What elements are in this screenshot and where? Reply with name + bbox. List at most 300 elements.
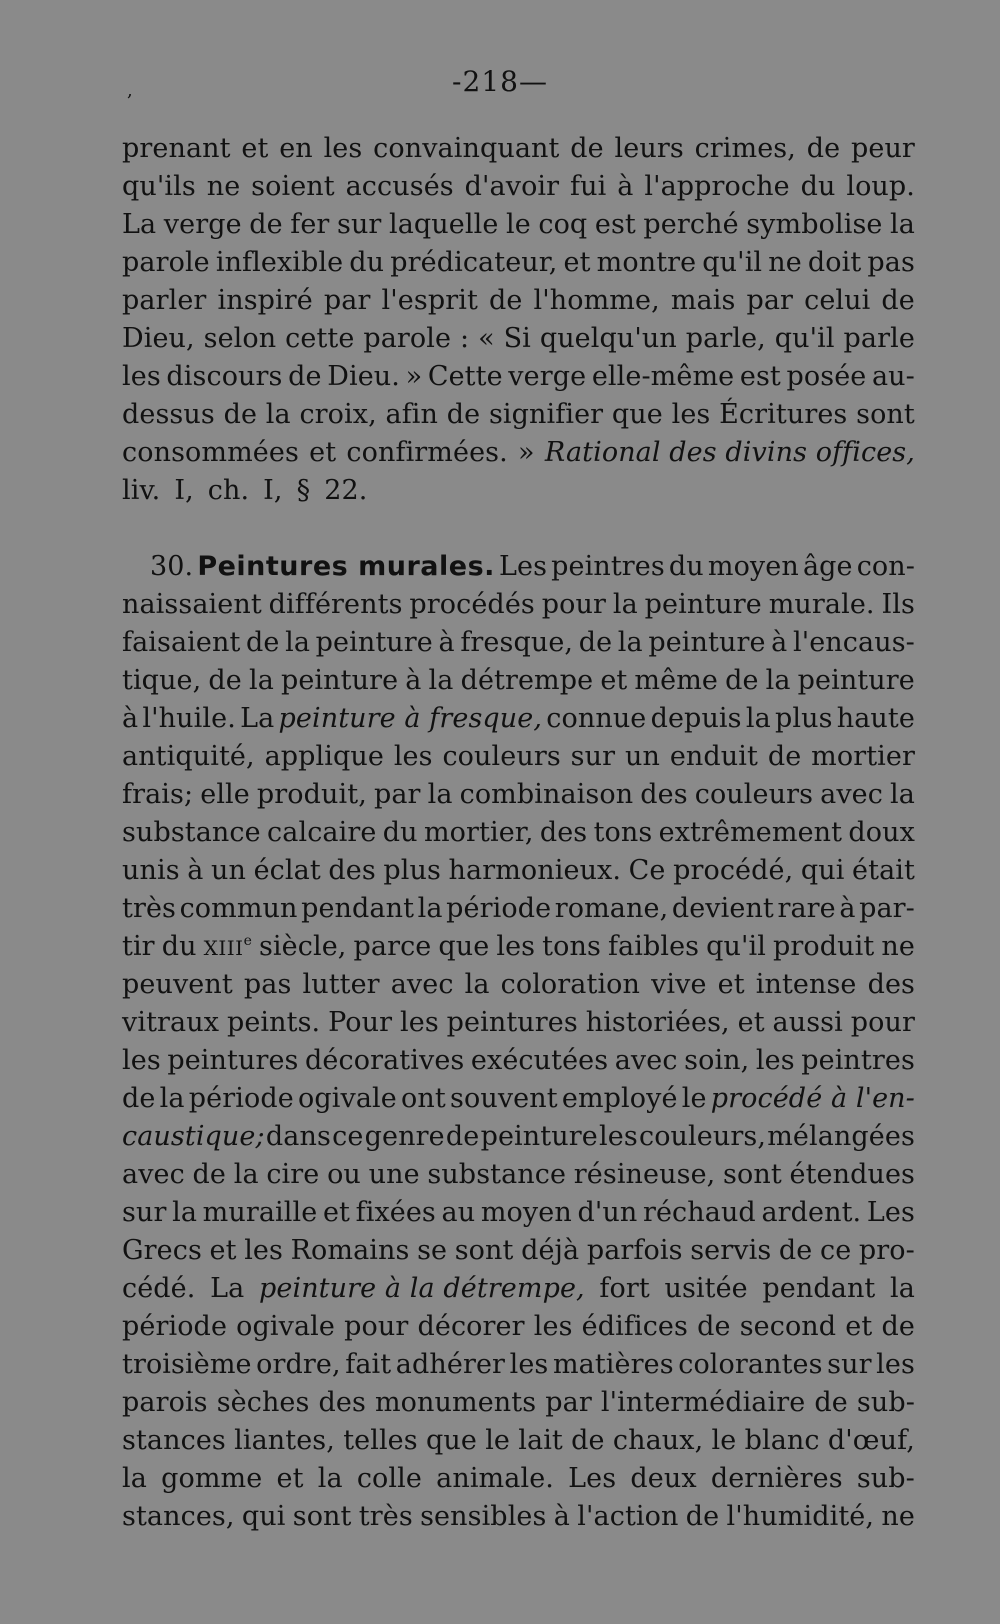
- word: du: [349, 247, 385, 278]
- word: pro-: [858, 1235, 915, 1266]
- word: sont: [856, 399, 915, 430]
- word: liv.: [122, 475, 161, 506]
- word: naissaient: [122, 589, 262, 620]
- word: peinture: [648, 627, 766, 658]
- word: au-: [871, 361, 915, 392]
- word: plus: [774, 703, 833, 734]
- word: second: [739, 1311, 837, 1342]
- word: peintures: [167, 1045, 299, 1076]
- word: I,: [174, 475, 194, 506]
- word: cédé.: [122, 1273, 196, 1304]
- word: employé: [561, 1083, 678, 1114]
- word: adhérer: [395, 1349, 506, 1380]
- word: de: [571, 1425, 605, 1456]
- word: peur: [850, 133, 915, 164]
- word: Grecs: [122, 1235, 202, 1266]
- word: de: [445, 1121, 480, 1152]
- word: »: [518, 437, 535, 468]
- word: pas: [867, 247, 915, 278]
- word: haute: [836, 703, 915, 734]
- word: en: [279, 133, 313, 164]
- word: usitée: [664, 1273, 748, 1304]
- word: la: [317, 1463, 343, 1494]
- word: ou: [327, 1159, 361, 1190]
- word: de: [881, 285, 915, 316]
- word: la: [612, 589, 638, 620]
- word: sub-: [856, 1463, 915, 1494]
- word: des: [640, 779, 688, 810]
- word: période: [446, 893, 552, 924]
- word: par: [323, 285, 371, 316]
- word: à: [405, 665, 422, 696]
- word: mais: [670, 285, 736, 316]
- word: la: [464, 969, 490, 1000]
- text-line: [122, 1118, 915, 1156]
- word: afin: [385, 399, 439, 430]
- word: d'avoir: [464, 171, 560, 202]
- word: de: [685, 1501, 720, 1532]
- word: qu'ils: [122, 171, 196, 202]
- word: Ce: [628, 855, 666, 886]
- word: de: [488, 285, 523, 316]
- word: pour: [850, 1007, 915, 1038]
- word: est: [594, 209, 636, 240]
- word: parole: [122, 247, 210, 278]
- text-line: [122, 624, 915, 662]
- word: loup.: [846, 171, 915, 202]
- word: discours: [166, 361, 283, 392]
- word: par: [373, 779, 421, 810]
- word: convainquant: [373, 133, 560, 164]
- word: avec: [122, 1159, 185, 1190]
- word: le: [711, 1425, 737, 1456]
- word: produit: [773, 931, 875, 962]
- word: colorantes: [678, 1349, 823, 1380]
- word: La: [210, 1273, 245, 1304]
- text-line: [122, 320, 915, 358]
- word: un: [211, 855, 247, 886]
- text-line: [122, 1460, 915, 1498]
- word: faibles: [607, 931, 700, 962]
- word: parler: [122, 285, 207, 316]
- word: accusés: [345, 171, 454, 202]
- word: de: [881, 1311, 915, 1342]
- word: con-: [856, 551, 915, 582]
- word: sont: [292, 1501, 352, 1532]
- word: parole: [363, 323, 452, 354]
- word: tir: [122, 931, 155, 962]
- word: la: [890, 209, 915, 240]
- word: dernières: [710, 1463, 843, 1494]
- word: siècle,: [258, 931, 347, 962]
- word: telles: [343, 1425, 418, 1456]
- word: la: [428, 665, 454, 696]
- text-line: [122, 738, 915, 776]
- word: très: [122, 893, 176, 924]
- word: Écritures: [719, 399, 848, 430]
- word: les: [393, 741, 433, 772]
- word: genre: [364, 1121, 445, 1152]
- word: pour: [541, 589, 606, 620]
- word: stances: [122, 1425, 226, 1456]
- word: commun: [179, 893, 298, 924]
- text-line: [122, 1384, 915, 1422]
- word: Les: [499, 551, 548, 582]
- text-line: [122, 358, 915, 396]
- word: perché: [643, 209, 739, 240]
- word: Ils: [881, 589, 915, 620]
- word: signifier: [488, 399, 604, 430]
- word: peinture à fresque,: [278, 703, 543, 734]
- word: ogivale: [236, 1311, 335, 1342]
- word: que: [611, 399, 663, 430]
- word: le: [681, 1083, 707, 1114]
- word: par: [545, 1387, 592, 1418]
- word: parfois: [586, 1235, 683, 1266]
- word: qui: [800, 855, 845, 886]
- word: peinture: [644, 589, 762, 620]
- word: croix,: [299, 399, 377, 430]
- word: produit,: [256, 779, 367, 810]
- word: peintres: [551, 551, 665, 582]
- word: peinture à la détrempe,: [259, 1273, 585, 1304]
- word: décorer: [417, 1311, 525, 1342]
- word: Dieu,: [122, 323, 195, 354]
- word: vive: [651, 969, 707, 1000]
- section-number: 30.: [150, 551, 194, 582]
- word: enduit: [669, 741, 758, 772]
- word: de: [288, 361, 322, 392]
- word: servis: [690, 1235, 772, 1266]
- word: parle: [843, 323, 915, 354]
- word: ordre,: [256, 1349, 341, 1380]
- word: et: [717, 969, 745, 1000]
- word: la: [159, 1083, 185, 1114]
- word: historiées,: [585, 1007, 730, 1038]
- word: cire: [266, 1159, 320, 1190]
- word: de: [806, 133, 841, 164]
- text-line: [122, 1194, 915, 1232]
- word: Cette: [427, 361, 503, 392]
- word: qu'il: [706, 931, 767, 962]
- text-line: [122, 472, 915, 510]
- word: du: [668, 551, 704, 582]
- word: selon: [203, 323, 277, 354]
- word: les: [122, 1045, 161, 1076]
- word: doux: [848, 817, 915, 848]
- word: avec: [614, 1045, 678, 1076]
- word: Romains: [290, 1235, 410, 1266]
- word: pas: [243, 969, 292, 1000]
- word: la: [265, 399, 291, 430]
- word: les: [876, 1349, 915, 1380]
- word: sont: [723, 1159, 782, 1190]
- word: des: [867, 969, 915, 1000]
- word: était: [852, 855, 915, 886]
- word: de: [767, 741, 802, 772]
- word: peints.: [226, 1007, 321, 1038]
- word: peinture: [797, 665, 915, 696]
- word: résineuse,: [573, 1159, 716, 1190]
- word: sur: [122, 1197, 167, 1228]
- word: sur: [570, 741, 616, 772]
- word: qu'il: [774, 323, 835, 354]
- word: ne: [881, 931, 915, 962]
- word: période: [188, 1083, 294, 1114]
- word: XIIIe: [203, 933, 252, 960]
- word: un: [624, 741, 660, 772]
- word: la: [745, 703, 771, 734]
- word: par: [746, 285, 794, 316]
- word: est: [739, 361, 781, 392]
- word: les: [755, 1045, 795, 1076]
- word: la: [427, 779, 453, 810]
- word: à: [839, 893, 856, 924]
- word: verge: [508, 361, 587, 392]
- paragraph-gap: [122, 510, 915, 548]
- word: parce: [353, 931, 432, 962]
- word: l'humidité,: [726, 1501, 875, 1532]
- word: harmonieux.: [448, 855, 622, 886]
- word: lutter: [302, 969, 380, 1000]
- word: l'huile.: [142, 703, 236, 734]
- word: de: [446, 399, 481, 430]
- word: soient: [251, 171, 335, 202]
- word: «: [478, 323, 495, 354]
- page-body: [122, 130, 915, 1536]
- text-line: [122, 244, 915, 282]
- word: troisième: [122, 1349, 252, 1380]
- word: décoratives: [305, 1045, 465, 1076]
- word: fui: [570, 171, 607, 202]
- word: de: [778, 1235, 813, 1266]
- word: de: [570, 133, 604, 164]
- word: des: [539, 817, 588, 848]
- text-line: [122, 282, 915, 320]
- word: gomme: [161, 1463, 263, 1494]
- word: peinture: [280, 665, 399, 696]
- word: unis: [122, 855, 180, 886]
- text-line: [122, 1004, 915, 1042]
- word: extrêmement: [658, 817, 843, 848]
- word: symbolise: [746, 209, 883, 240]
- section-title: Peintures murales.: [197, 551, 495, 582]
- word: période: [122, 1311, 228, 1342]
- word: et: [276, 1463, 304, 1494]
- word: consommées: [122, 437, 299, 468]
- word: Les: [866, 1197, 915, 1228]
- text-line: [122, 966, 915, 1004]
- word: la: [417, 893, 443, 924]
- text-line: [122, 1042, 915, 1080]
- word: doit: [807, 247, 862, 278]
- text-line: [122, 1232, 915, 1270]
- page-number: -218—: [452, 65, 548, 98]
- word: les: [496, 931, 536, 962]
- word: I,: [263, 475, 283, 506]
- word: sub-: [856, 1387, 915, 1418]
- word: à: [187, 855, 204, 886]
- text-line: [122, 206, 915, 244]
- word: détrempe: [460, 665, 594, 696]
- word: à: [617, 171, 634, 202]
- text-line: [122, 434, 915, 472]
- word: la: [617, 627, 643, 658]
- word: qui: [241, 1501, 286, 1532]
- word: souvent: [450, 1083, 558, 1114]
- word: coloration: [500, 969, 641, 1000]
- word: ogivale: [298, 1083, 397, 1114]
- word: éclat: [253, 855, 321, 886]
- text-line: [122, 1308, 915, 1346]
- word: au: [441, 1197, 476, 1228]
- word: et: [241, 133, 269, 164]
- word: sont: [454, 1235, 514, 1266]
- word: très: [358, 1501, 413, 1532]
- word: coq: [538, 209, 588, 240]
- word: qu'il: [702, 247, 763, 278]
- word: stances,: [122, 1501, 235, 1532]
- word: antiquité,: [122, 741, 255, 772]
- word: Pour: [328, 1007, 393, 1038]
- text-line: [122, 130, 915, 168]
- word: à: [553, 1501, 570, 1532]
- word: tique,: [122, 665, 202, 696]
- word: fort: [599, 1273, 650, 1304]
- word: couleurs,: [638, 1121, 766, 1152]
- word: peinture: [480, 1121, 598, 1152]
- word: substance: [122, 817, 261, 848]
- word: confirmées.: [346, 437, 508, 468]
- word: se: [417, 1235, 448, 1266]
- word: connue: [546, 703, 647, 734]
- word: les: [244, 1235, 283, 1266]
- word: la: [248, 665, 274, 696]
- text-line: [122, 168, 915, 206]
- word: matières: [552, 1349, 674, 1380]
- word: ce: [332, 1121, 364, 1152]
- word: lait: [518, 1425, 563, 1456]
- word: d'un: [577, 1197, 638, 1228]
- word: de: [814, 1387, 848, 1418]
- word: la: [285, 627, 311, 658]
- word: peuvent: [122, 969, 233, 1000]
- word: fer: [290, 209, 330, 240]
- word: la: [890, 779, 915, 810]
- word: laquelle: [388, 209, 499, 240]
- word: que: [425, 1425, 477, 1456]
- word: des: [328, 855, 376, 886]
- word: La: [122, 209, 157, 240]
- word: Les: [568, 1463, 617, 1494]
- word: verge: [163, 209, 242, 240]
- word: le: [485, 1425, 511, 1456]
- word: sur: [336, 209, 382, 240]
- word: :: [459, 323, 470, 354]
- word: exécutées: [470, 1045, 609, 1076]
- word: fixées: [355, 1197, 436, 1228]
- word: rare: [777, 893, 836, 924]
- word: de: [249, 209, 283, 240]
- word: mortier: [811, 741, 915, 772]
- text-line: [122, 928, 915, 966]
- text-line: [122, 1156, 915, 1194]
- word: Dieu.: [327, 361, 400, 392]
- text-line: [122, 814, 915, 852]
- word: deux: [630, 1463, 697, 1494]
- word: »: [405, 361, 423, 392]
- word: ne: [206, 171, 241, 202]
- word: la: [233, 1159, 259, 1190]
- word: âge: [802, 551, 853, 582]
- word: de: [223, 399, 258, 430]
- word: procédé à l'en-: [710, 1083, 915, 1114]
- word: dans: [265, 1121, 331, 1152]
- word: à: [438, 627, 455, 658]
- word: la: [765, 665, 791, 696]
- word: l'encaus-: [792, 627, 915, 658]
- word: les: [323, 133, 363, 164]
- word: déjà: [521, 1235, 580, 1266]
- word: la: [172, 1197, 198, 1228]
- word: aussi: [772, 1007, 843, 1038]
- paragraph-continued: [122, 130, 915, 510]
- text-line: [122, 776, 915, 814]
- word: du: [161, 931, 197, 962]
- word: murale.: [768, 589, 875, 620]
- word: quelqu'un: [539, 323, 677, 354]
- text-line: [122, 890, 915, 928]
- word: et: [563, 247, 591, 278]
- word: celui: [804, 285, 871, 316]
- word: et: [309, 437, 337, 468]
- word: procédés: [409, 589, 535, 620]
- word: sensibles: [420, 1501, 547, 1532]
- word: les: [509, 1349, 549, 1380]
- word: chaux,: [612, 1425, 704, 1456]
- word: pendant: [762, 1273, 876, 1304]
- text-line: [122, 852, 915, 890]
- text-line: [122, 1080, 915, 1118]
- word: moyen: [707, 551, 799, 582]
- word: parois: [122, 1387, 208, 1418]
- word: soin,: [684, 1045, 750, 1076]
- word: sur: [827, 1349, 872, 1380]
- word: inflexible: [215, 247, 344, 278]
- word: intense: [755, 969, 857, 1000]
- word: calcaire: [267, 817, 377, 848]
- word: étendues: [789, 1159, 915, 1190]
- word: moyen: [480, 1197, 572, 1228]
- word: couleurs: [442, 741, 561, 772]
- word: de: [192, 1159, 227, 1190]
- word: à: [771, 627, 788, 658]
- word: fait: [345, 1349, 392, 1380]
- stray-mark: ,: [127, 80, 133, 101]
- word: réchaud: [642, 1197, 756, 1228]
- word: substance: [427, 1159, 567, 1190]
- word: tons: [593, 817, 653, 848]
- word: sèches: [216, 1387, 310, 1418]
- word: peintures: [446, 1007, 578, 1038]
- word: différents: [268, 589, 403, 620]
- text-line: [122, 1270, 915, 1308]
- text-line: [122, 396, 915, 434]
- word: fresque,: [460, 627, 574, 658]
- word: du: [800, 171, 836, 202]
- word: de: [122, 1083, 156, 1114]
- word: applique: [264, 741, 384, 772]
